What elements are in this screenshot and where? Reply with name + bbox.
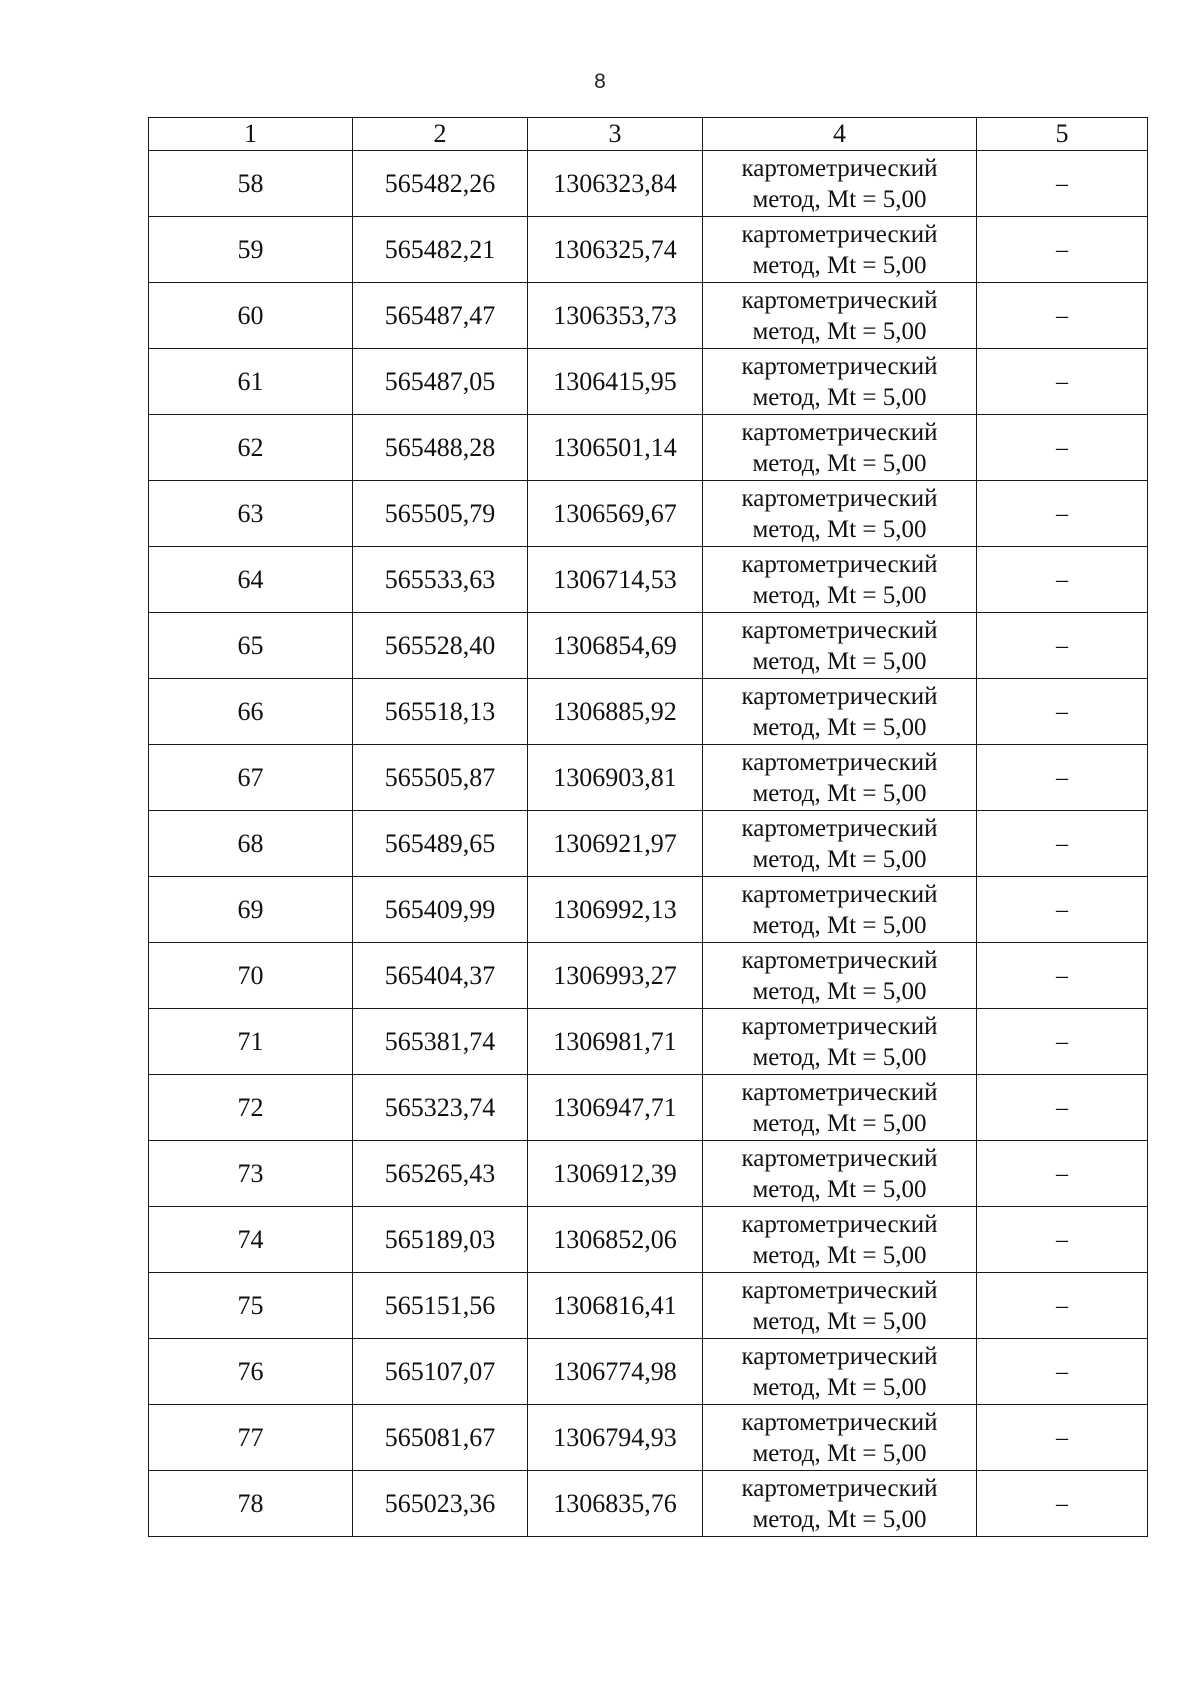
note-cell	[977, 481, 1148, 547]
point-number-cell: 65	[149, 613, 353, 679]
method-line-2: метод, Mt = 5,00	[752, 1307, 927, 1335]
method-line-2: метод, Mt = 5,00	[752, 845, 927, 873]
point-number-cell: 62	[149, 415, 353, 481]
table-row	[149, 679, 1148, 745]
method-line-2: метод, Mt = 5,00	[752, 383, 927, 411]
method-cell	[703, 679, 977, 745]
y-coordinate-cell: 1306912,39	[528, 1141, 703, 1207]
table-row	[149, 1405, 1148, 1471]
table-row	[149, 1075, 1148, 1141]
method-cell	[703, 1009, 977, 1075]
note-cell	[977, 613, 1148, 679]
method-line-1: картометрический	[741, 418, 938, 446]
note-dash: –	[1056, 831, 1068, 857]
x-coordinate-cell: 565505,87	[353, 745, 528, 811]
header-row	[149, 118, 1148, 151]
point-number-cell: 58	[149, 151, 353, 217]
x-coordinate-cell: 565487,47	[353, 283, 528, 349]
y-coordinate-cell: 1306993,27	[528, 943, 703, 1009]
note-dash: –	[1056, 171, 1068, 197]
method-cell	[703, 943, 977, 1009]
method-line-2: метод, Mt = 5,00	[752, 713, 927, 741]
method-line-2: метод, Mt = 5,00	[752, 977, 927, 1005]
note-dash: –	[1056, 1359, 1068, 1385]
method-line-1: картометрический	[741, 946, 938, 974]
method-cell	[703, 1141, 977, 1207]
method-line-2: метод, Mt = 5,00	[752, 251, 927, 279]
note-cell	[977, 877, 1148, 943]
method-line-1: картометрический	[741, 880, 938, 908]
y-coordinate-cell: 1306714,53	[528, 547, 703, 613]
y-coordinate-cell: 1306921,97	[528, 811, 703, 877]
note-cell	[977, 811, 1148, 877]
x-coordinate-cell: 565409,99	[353, 877, 528, 943]
y-coordinate-cell: 1306903,81	[528, 745, 703, 811]
table-row	[149, 283, 1148, 349]
note-dash: –	[1056, 1491, 1068, 1517]
table-row	[149, 151, 1148, 217]
x-coordinate-cell: 565404,37	[353, 943, 528, 1009]
header-col-3: 3	[528, 118, 703, 151]
point-number-cell: 63	[149, 481, 353, 547]
method-line-1: картометрический	[741, 1144, 938, 1172]
method-cell	[703, 1273, 977, 1339]
x-coordinate-cell: 565488,28	[353, 415, 528, 481]
table-row	[149, 1009, 1148, 1075]
note-dash: –	[1056, 567, 1068, 593]
point-number-cell: 71	[149, 1009, 353, 1075]
method-line-2: метод, Mt = 5,00	[752, 647, 927, 675]
method-line-2: метод, Mt = 5,00	[752, 515, 927, 543]
method-line-2: метод, Mt = 5,00	[752, 1505, 927, 1533]
point-number-cell: 66	[149, 679, 353, 745]
note-dash: –	[1056, 699, 1068, 725]
y-coordinate-cell: 1306569,67	[528, 481, 703, 547]
table-row	[149, 613, 1148, 679]
method-cell	[703, 1405, 977, 1471]
method-cell	[703, 745, 977, 811]
method-line-1: картометрический	[741, 352, 938, 380]
point-number-cell: 74	[149, 1207, 353, 1273]
note-cell	[977, 283, 1148, 349]
note-cell	[977, 943, 1148, 1009]
method-line-2: метод, Mt = 5,00	[752, 911, 927, 939]
method-line-1: картометрический	[741, 616, 938, 644]
x-coordinate-cell: 565023,36	[353, 1471, 528, 1537]
note-dash: –	[1056, 963, 1068, 989]
note-dash: –	[1056, 303, 1068, 329]
y-coordinate-cell: 1306992,13	[528, 877, 703, 943]
x-coordinate-cell: 565107,07	[353, 1339, 528, 1405]
table-row	[149, 415, 1148, 481]
method-line-1: картометрический	[741, 1474, 938, 1502]
y-coordinate-cell: 1306415,95	[528, 349, 703, 415]
method-line-1: картометрический	[741, 1078, 938, 1106]
method-line-2: метод, Mt = 5,00	[752, 1043, 927, 1071]
y-coordinate-cell: 1306854,69	[528, 613, 703, 679]
y-coordinate-cell: 1306981,71	[528, 1009, 703, 1075]
x-coordinate-cell: 565381,74	[353, 1009, 528, 1075]
x-coordinate-cell: 565505,79	[353, 481, 528, 547]
method-line-2: метод, Mt = 5,00	[752, 1439, 927, 1467]
note-cell	[977, 1405, 1148, 1471]
point-number-cell: 70	[149, 943, 353, 1009]
table-row	[149, 811, 1148, 877]
y-coordinate-cell: 1306947,71	[528, 1075, 703, 1141]
method-cell	[703, 811, 977, 877]
note-cell	[977, 679, 1148, 745]
method-cell	[703, 547, 977, 613]
point-number-cell: 78	[149, 1471, 353, 1537]
method-line-2: метод, Mt = 5,00	[752, 1373, 927, 1401]
table-body	[149, 151, 1148, 1537]
note-cell	[977, 415, 1148, 481]
method-line-2: метод, Mt = 5,00	[752, 185, 927, 213]
method-line-1: картометрический	[741, 1276, 938, 1304]
point-number-cell: 75	[149, 1273, 353, 1339]
method-cell	[703, 877, 977, 943]
coordinates-table	[148, 117, 1148, 1537]
x-coordinate-cell: 565487,05	[353, 349, 528, 415]
note-dash: –	[1056, 1095, 1068, 1121]
note-dash: –	[1056, 1161, 1068, 1187]
y-coordinate-cell: 1306323,84	[528, 151, 703, 217]
note-cell	[977, 1009, 1148, 1075]
table-row	[149, 1339, 1148, 1405]
method-line-2: метод, Mt = 5,00	[752, 581, 927, 609]
y-coordinate-cell: 1306885,92	[528, 679, 703, 745]
table-row	[149, 745, 1148, 811]
method-line-1: картометрический	[741, 1408, 938, 1436]
note-dash: –	[1056, 501, 1068, 527]
method-line-2: метод, Mt = 5,00	[752, 449, 927, 477]
note-cell	[977, 217, 1148, 283]
y-coordinate-cell: 1306353,73	[528, 283, 703, 349]
method-cell	[703, 481, 977, 547]
note-dash: –	[1056, 1227, 1068, 1253]
table-row	[149, 877, 1148, 943]
method-cell	[703, 415, 977, 481]
method-line-2: метод, Mt = 5,00	[752, 1175, 927, 1203]
method-line-1: картометрический	[741, 220, 938, 248]
point-number-cell: 73	[149, 1141, 353, 1207]
header-col-1: 1	[149, 118, 353, 151]
method-line-2: метод, Mt = 5,00	[752, 779, 927, 807]
table-row	[149, 1471, 1148, 1537]
table-header	[149, 118, 1148, 151]
table-row	[149, 1273, 1148, 1339]
y-coordinate-cell: 1306835,76	[528, 1471, 703, 1537]
page-number: 8	[594, 70, 606, 93]
method-cell	[703, 217, 977, 283]
note-dash: –	[1056, 1029, 1068, 1055]
x-coordinate-cell: 565528,40	[353, 613, 528, 679]
note-dash: –	[1056, 1293, 1068, 1319]
note-dash: –	[1056, 765, 1068, 791]
table-row	[149, 349, 1148, 415]
note-dash: –	[1056, 237, 1068, 263]
x-coordinate-cell: 565189,03	[353, 1207, 528, 1273]
table-row	[149, 1207, 1148, 1273]
x-coordinate-cell: 565482,21	[353, 217, 528, 283]
point-number-cell: 59	[149, 217, 353, 283]
point-number-cell: 69	[149, 877, 353, 943]
note-cell	[977, 151, 1148, 217]
method-cell	[703, 349, 977, 415]
point-number-cell: 68	[149, 811, 353, 877]
note-cell	[977, 1471, 1148, 1537]
note-cell	[977, 1339, 1148, 1405]
x-coordinate-cell: 565265,43	[353, 1141, 528, 1207]
table-row	[149, 1141, 1148, 1207]
note-cell	[977, 745, 1148, 811]
table-row	[149, 217, 1148, 283]
method-line-1: картометрический	[741, 286, 938, 314]
x-coordinate-cell: 565151,56	[353, 1273, 528, 1339]
note-dash: –	[1056, 1425, 1068, 1451]
note-dash: –	[1056, 435, 1068, 461]
y-coordinate-cell: 1306774,98	[528, 1339, 703, 1405]
note-cell	[977, 1075, 1148, 1141]
table-row	[149, 547, 1148, 613]
x-coordinate-cell: 565533,63	[353, 547, 528, 613]
method-line-2: метод, Mt = 5,00	[752, 317, 927, 345]
point-number-cell: 61	[149, 349, 353, 415]
note-cell	[977, 1141, 1148, 1207]
y-coordinate-cell: 1306816,41	[528, 1273, 703, 1339]
note-dash: –	[1056, 369, 1068, 395]
x-coordinate-cell: 565081,67	[353, 1405, 528, 1471]
method-line-1: картометрический	[741, 1342, 938, 1370]
point-number-cell: 72	[149, 1075, 353, 1141]
point-number-cell: 76	[149, 1339, 353, 1405]
point-number-cell: 67	[149, 745, 353, 811]
method-line-1: картометрический	[741, 1012, 938, 1040]
note-dash: –	[1056, 633, 1068, 659]
note-cell	[977, 547, 1148, 613]
x-coordinate-cell: 565482,26	[353, 151, 528, 217]
header-col-2: 2	[353, 118, 528, 151]
method-line-1: картометрический	[741, 154, 938, 182]
method-cell	[703, 613, 977, 679]
method-line-2: метод, Mt = 5,00	[752, 1109, 927, 1137]
note-dash: –	[1056, 897, 1068, 923]
y-coordinate-cell: 1306325,74	[528, 217, 703, 283]
point-number-cell: 77	[149, 1405, 353, 1471]
note-cell	[977, 1207, 1148, 1273]
point-number-cell: 60	[149, 283, 353, 349]
note-cell	[977, 1273, 1148, 1339]
point-number-cell: 64	[149, 547, 353, 613]
method-cell	[703, 1339, 977, 1405]
y-coordinate-cell: 1306501,14	[528, 415, 703, 481]
method-line-1: картометрический	[741, 1210, 938, 1238]
x-coordinate-cell: 565489,65	[353, 811, 528, 877]
header-col-4: 4	[703, 118, 977, 151]
method-line-1: картометрический	[741, 682, 938, 710]
y-coordinate-cell: 1306852,06	[528, 1207, 703, 1273]
y-coordinate-cell: 1306794,93	[528, 1405, 703, 1471]
x-coordinate-cell: 565518,13	[353, 679, 528, 745]
table-row	[149, 943, 1148, 1009]
header-col-5: 5	[977, 118, 1148, 151]
method-line-1: картометрический	[741, 484, 938, 512]
method-line-1: картометрический	[741, 550, 938, 578]
method-line-2: метод, Mt = 5,00	[752, 1241, 927, 1269]
table-row	[149, 481, 1148, 547]
method-cell	[703, 151, 977, 217]
method-line-1: картометрический	[741, 748, 938, 776]
note-cell	[977, 349, 1148, 415]
method-line-1: картометрический	[741, 814, 938, 842]
method-cell	[703, 1207, 977, 1273]
method-cell	[703, 283, 977, 349]
method-cell	[703, 1075, 977, 1141]
method-cell	[703, 1471, 977, 1537]
x-coordinate-cell: 565323,74	[353, 1075, 528, 1141]
